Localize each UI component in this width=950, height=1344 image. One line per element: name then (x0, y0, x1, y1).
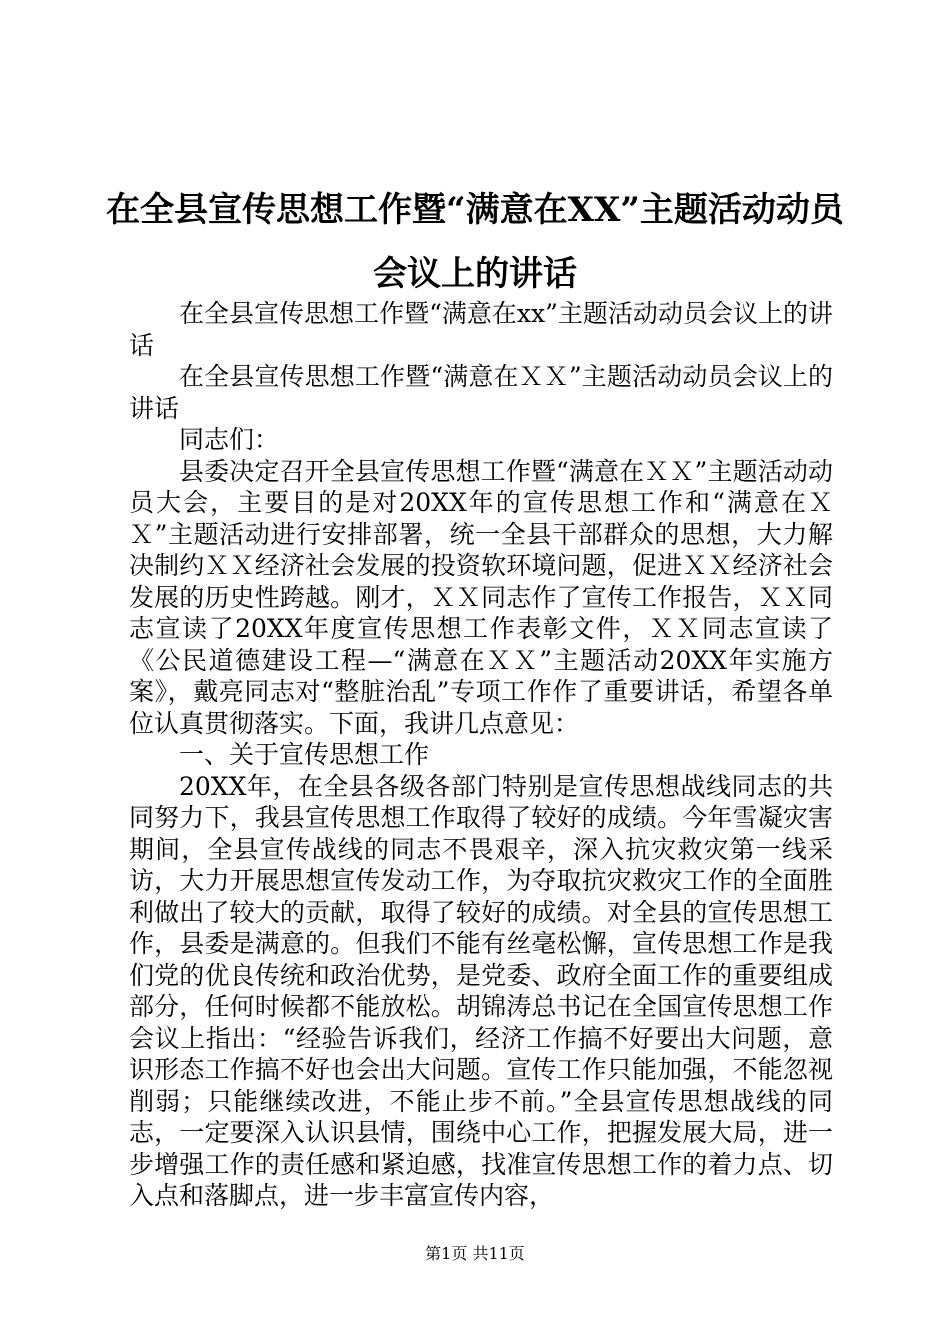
section-heading-1: 一、关于宣传思想工作 (179, 740, 430, 769)
paragraph-section-1: 20XX年，在全县各级各部门特别是宣传思想战线同志的共同努力下，我县宣传思想工作取得了较好的成绩。今年雪凝灾害期间，全县宣传战线的同志不畏艰辛，深入抗灾救灾第一线采访，大力开展思想宣传发动工作，为夺取抗灾救灾工作的全面胜利做出了较大的贡献，取得了较好的成绩。对全县的宣传思想工作，县委是满意的。但我们不能有丝毫松懈，宣传思想工作是我们党的优良传统和政治优势，是党委、政府全面工作的重要组成部分，任何时候都不能放松。胡锦涛总书记在全国宣传思想工作会议上指出：“经验告诉我们，经济工作搞不好要出大问题，意识形态工作搞不好也会出大问题。宣传工作只能加强，不能忽视削弱；只能继续改进，不能止步不前。”全县宣传思想战线的同志，一定要深入认识县情，围绕中心工作，把握发展大局，进一步增强工作的责任感和紧迫感，找准宣传思想工作的着力点、切入点和落脚点，进一步丰富宣传内容， (129, 771, 833, 1210)
document-title: 在全县宣传思想工作暨“满意在XX”主题活动动员会议上的讲话 (106, 190, 844, 294)
paragraph-salutation: 同志们： (179, 425, 280, 454)
document-body (129, 298, 833, 1212)
page-number-footer: 第1页 共11页 (425, 1244, 525, 1263)
paragraph-intro: 县委决定召开全县宣传思想工作暨“满意在ＸＸ”主题活动动员大会，主要目的是对20XX年的宣传思想工作和“满意在ＸＸ”主题活动进行安排部署，统一全县干部群众的思想，大力解决制约ＸＸ经济社会发展的投资软环境问题，促进ＸＸ经济社会发展的历史性跨越。刚才，ＸＸ同志作了宣传工作报告，ＸＸ同志宣读了20XX年度宣传思想工作表彰文件，ＸＸ同志宣读了《公民道德建设工程—“满意在ＸＸ”主题活动20XX年实施方案》，戴亮同志对“整脏治乱”专项工作作了重要讲话，希望各单位认真贯彻落实。下面，我讲几点意见： (129, 456, 833, 738)
paragraph-subtitle-1: 在全县宣传思想工作暨“满意在xx”主题活动动员会议上的讲话 (129, 299, 833, 360)
paragraph-subtitle-2: 在全县宣传思想工作暨“满意在ＸＸ”主题活动动员会议上的讲话 (129, 362, 833, 423)
